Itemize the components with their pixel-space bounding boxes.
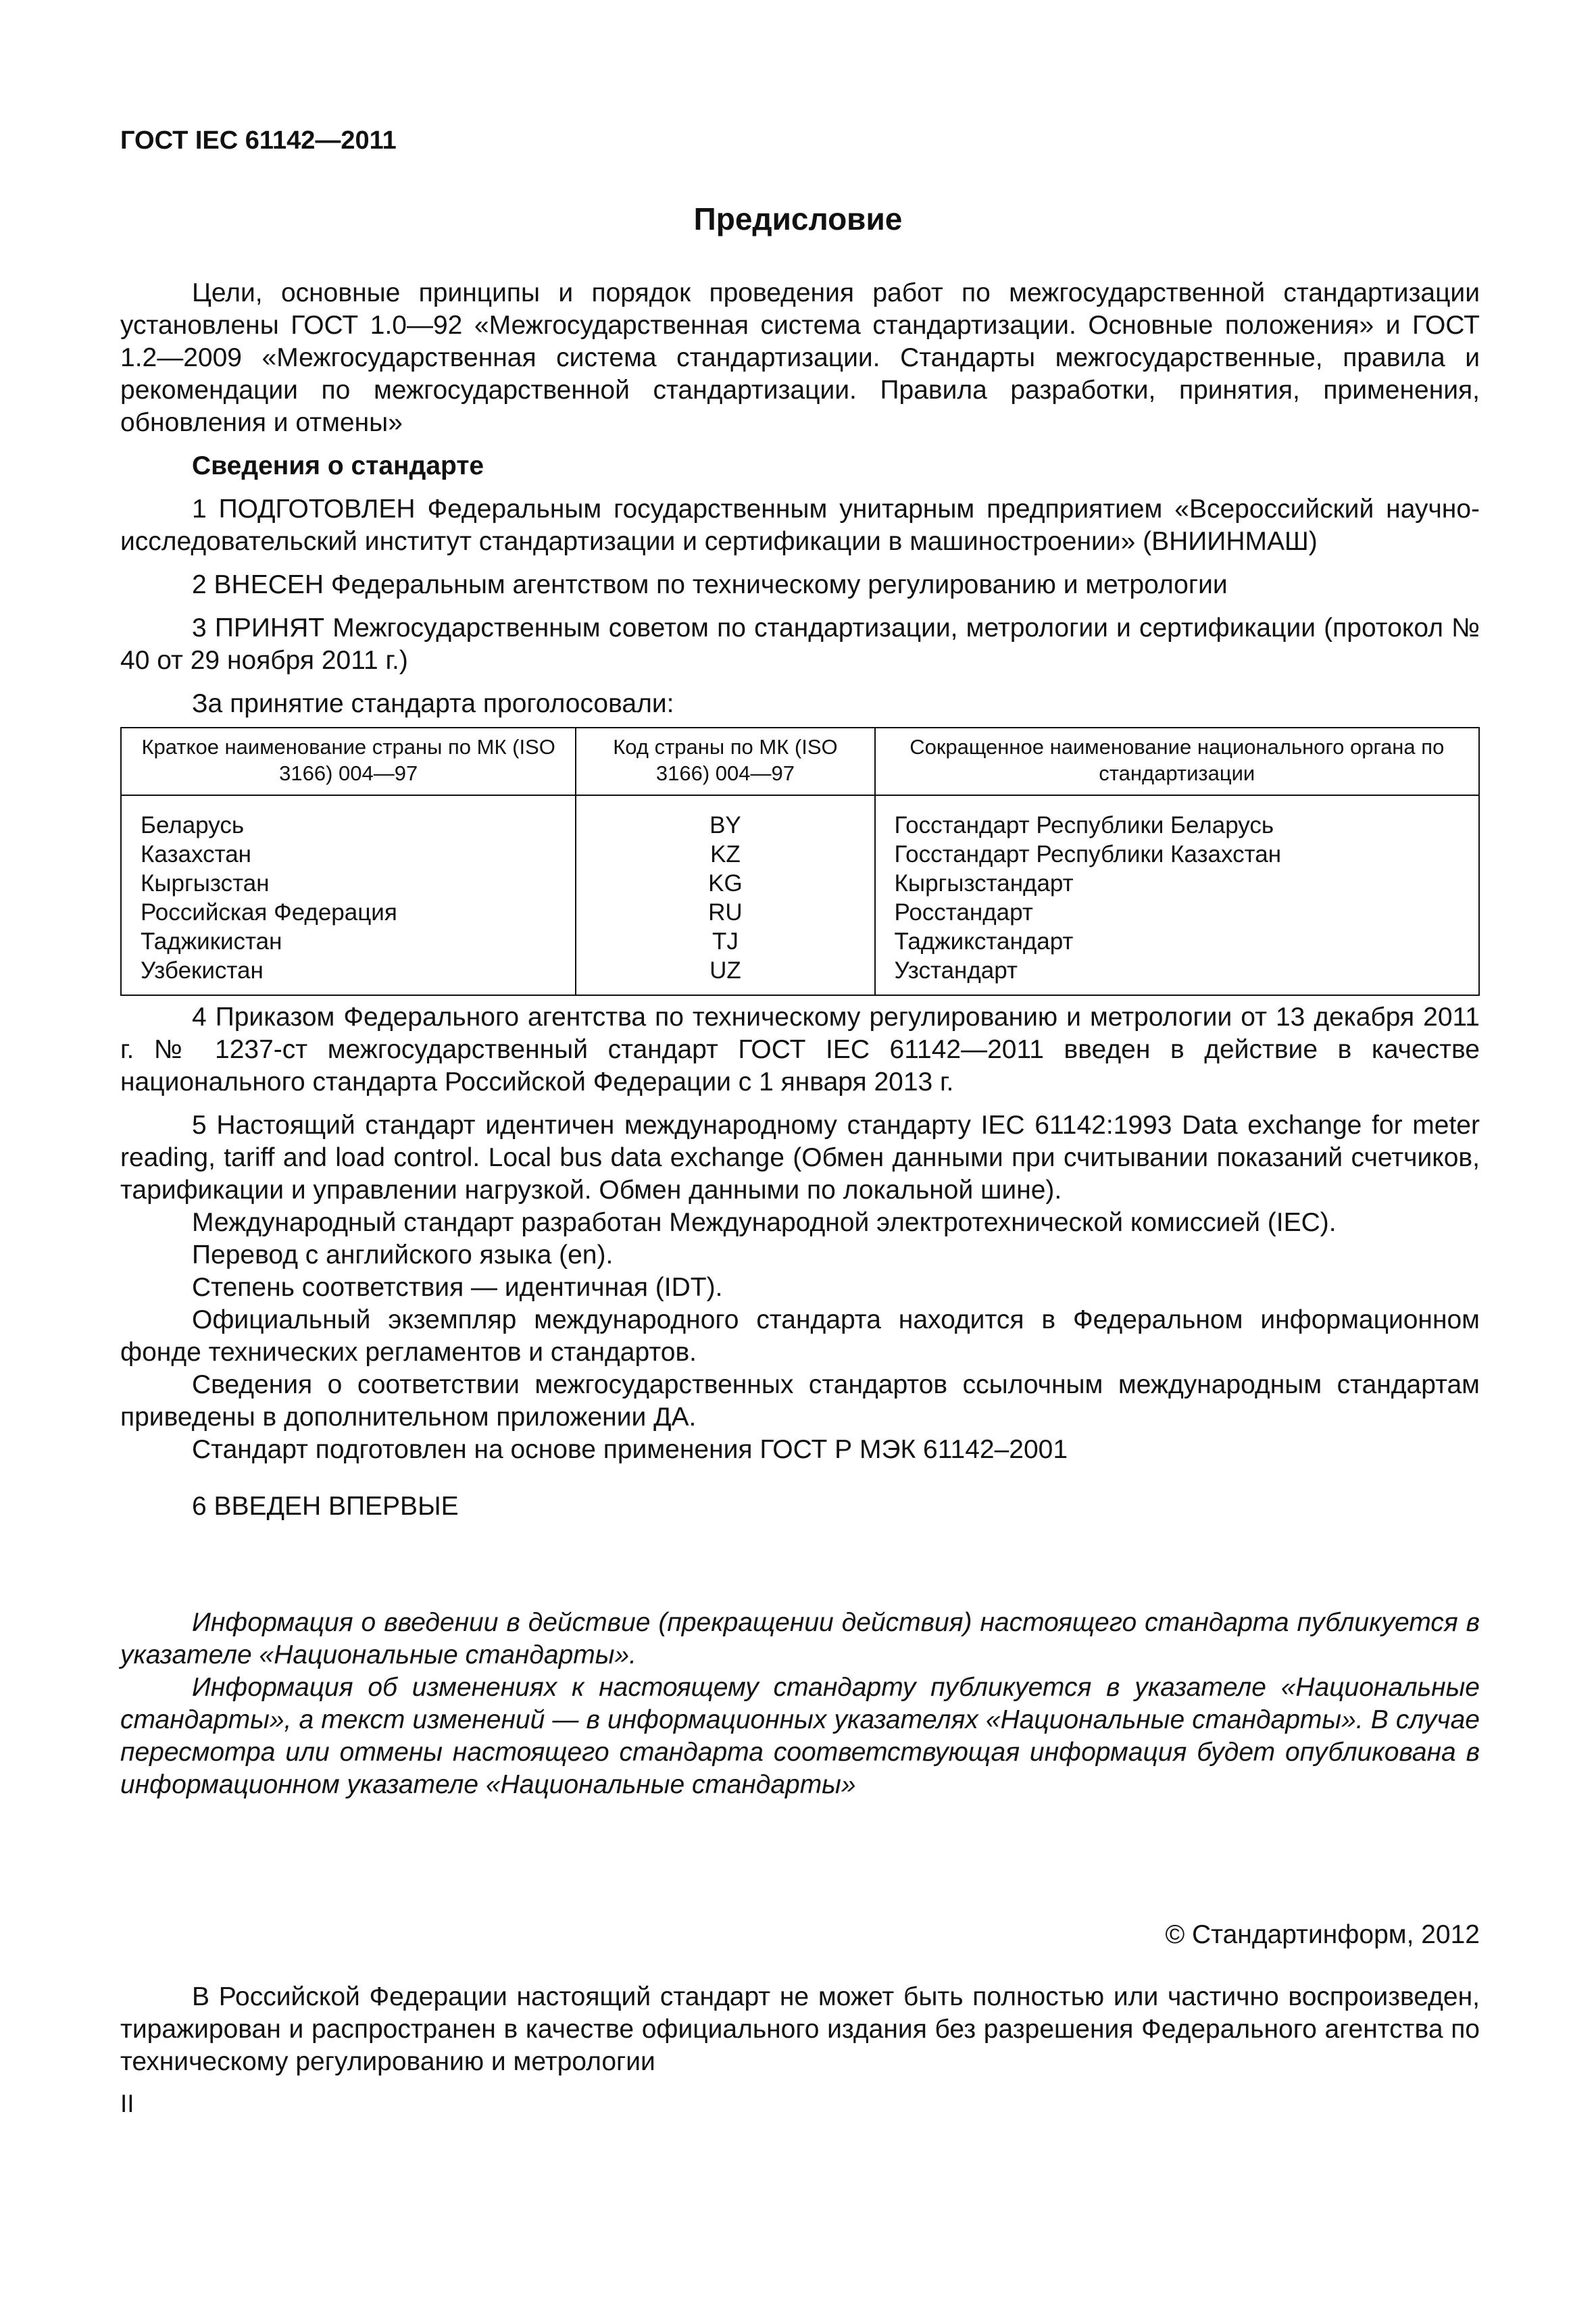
notice-changes: Информация об изменениях к настоящему стандарту публикуется в указателе «Национальные стандарты», а текст изменений — в информационных указателях «Национальные стандарты». В случае пересмотра или отмены настоящего стандарта соответствующая информация будет опубликована в информационном указателе «Национальные стандарты»	[120, 1673, 1480, 1799]
cell-body: Росстандарт	[875, 898, 1479, 927]
table-row	[121, 898, 1479, 927]
item-5-developer: Международный стандарт разработан Международной электротехнической комиссией (IEC).	[192, 1208, 1337, 1237]
document-header: ГОСТ IEC 61142—2011	[120, 126, 397, 155]
cell-code: RU	[576, 898, 874, 927]
item-5-refs: Сведения о соответствии межгосударственных стандартов ссылочным международным стандартам приведены в дополнительном приложении ДА.	[120, 1370, 1480, 1432]
column-header-code: Код страны по МК (ISO 3166) 004—97	[576, 728, 874, 795]
page-number: II	[120, 2090, 134, 2117]
cell-code: UZ	[576, 956, 874, 995]
voted-label: За принятие стандарта проголосовали:	[192, 689, 674, 718]
countries-table	[120, 727, 1480, 996]
column-header-country: Краткое наименование страны по МК (ISO 3166) 004—97	[121, 728, 576, 795]
cell-code: BY	[576, 795, 874, 840]
info-heading: Сведения о стандарте	[192, 451, 484, 480]
table-header-row	[121, 728, 1479, 795]
copyright-line: © Стандартинформ, 2012	[1165, 1920, 1480, 1949]
item-5-degree: Степень соответствия — идентичная (IDT).	[192, 1273, 723, 1302]
table-row	[121, 927, 1479, 956]
cell-body: Таджикстандарт	[875, 927, 1479, 956]
page-title: Предисловие	[693, 201, 903, 236]
cell-country: Таджикистан	[121, 927, 576, 956]
table-row	[121, 840, 1479, 869]
cell-country: Кыргызстан	[121, 869, 576, 898]
item-5-based: Стандарт подготовлен на основе применения ГОСТ Р МЭК 61142–2001	[192, 1435, 1068, 1464]
cell-body: Госстандарт Республики Казахстан	[875, 840, 1479, 869]
item-3: 3 ПРИНЯТ Межгосударственным советом по стандартизации, метрологии и сертификации (протокол № 40 от 29 ноября 2011 г.)	[120, 613, 1480, 675]
cell-body: Кыргызстандарт	[875, 869, 1479, 898]
item-6: 6 ВВЕДЕН ВПЕРВЫЕ	[192, 1492, 459, 1521]
reproduction-notice: В Российской Федерации настоящий стандарт не может быть полностью или частично воспроизведен, тиражирован и распространен в качестве официального издания без разрешения Федерального агентства по техническому регулированию и метрологии	[120, 1982, 1480, 2076]
cell-code: KZ	[576, 840, 874, 869]
reproduction-notice-block	[120, 1981, 1480, 2078]
table-row	[121, 869, 1479, 898]
document-body	[120, 277, 1480, 1801]
cell-country: Узбекистан	[121, 956, 576, 995]
item-1: 1 ПОДГОТОВЛЕН Федеральным государственным унитарным предприятием «Всероссийский научно-исследовательский институт стандартизации и сертификации в машиностроении» (ВНИИНМАШ)	[120, 495, 1480, 556]
cell-body: Госстандарт Республики Беларусь	[875, 795, 1479, 840]
cell-country: Беларусь	[121, 795, 576, 840]
cell-country: Российская Федерация	[121, 898, 576, 927]
item-4: 4 Приказом Федерального агентства по техническому регулированию и метрологии от 13 декабря 2011 г. № 1237-ст межгосударственный стандарт ГОСТ IEC 61142—2011 введен в действие в качестве национального стандарта Российской Федерации с 1 января 2013 г.	[120, 1003, 1480, 1097]
item-5-translation: Перевод с английского языка (en).	[192, 1240, 614, 1269]
table-row	[121, 795, 1479, 840]
cell-country: Казахстан	[121, 840, 576, 869]
cell-code: TJ	[576, 927, 874, 956]
item-2: 2 ВНЕСЕН Федеральным агентством по техническому регулированию и метрологии	[192, 570, 1228, 599]
item-5: 5 Настоящий стандарт идентичен международному стандарту IEC 61142:1993 Data exchange for meter reading, tariff and load control. Local bus data exchange (Обмен данными при считывании показаний счетчиков, тарификации и управлении нагрузкой. Обмен данными по локальной шине).	[120, 1111, 1480, 1205]
column-header-body: Сокращенное наименование национального органа по стандартизации	[875, 728, 1479, 795]
table-row	[121, 956, 1479, 995]
cell-body: Узстандарт	[875, 956, 1479, 995]
item-5-official: Официальный экземпляр международного стандарта находится в Федеральном информационном фонде технических регламентов и стандартов.	[120, 1305, 1480, 1367]
cell-code: KG	[576, 869, 874, 898]
notice-publication: Информация о введении в действие (прекращении действия) настоящего стандарта публикуется в указателе «Национальные стандарты».	[120, 1608, 1480, 1669]
intro-paragraph: Цели, основные принципы и порядок проведения работ по межгосударственной стандартизации установлены ГОСТ 1.0—92 «Межгосударственная система стандартизации. Основные положения» и ГОСТ 1.2—2009 «Межгосударственная система стандартизации. Стандарты межгосударственные, правила и рекомендации по межгосударственной стандартизации. Правила разработки, принятия, применения, обновления и отмены»	[120, 278, 1480, 437]
